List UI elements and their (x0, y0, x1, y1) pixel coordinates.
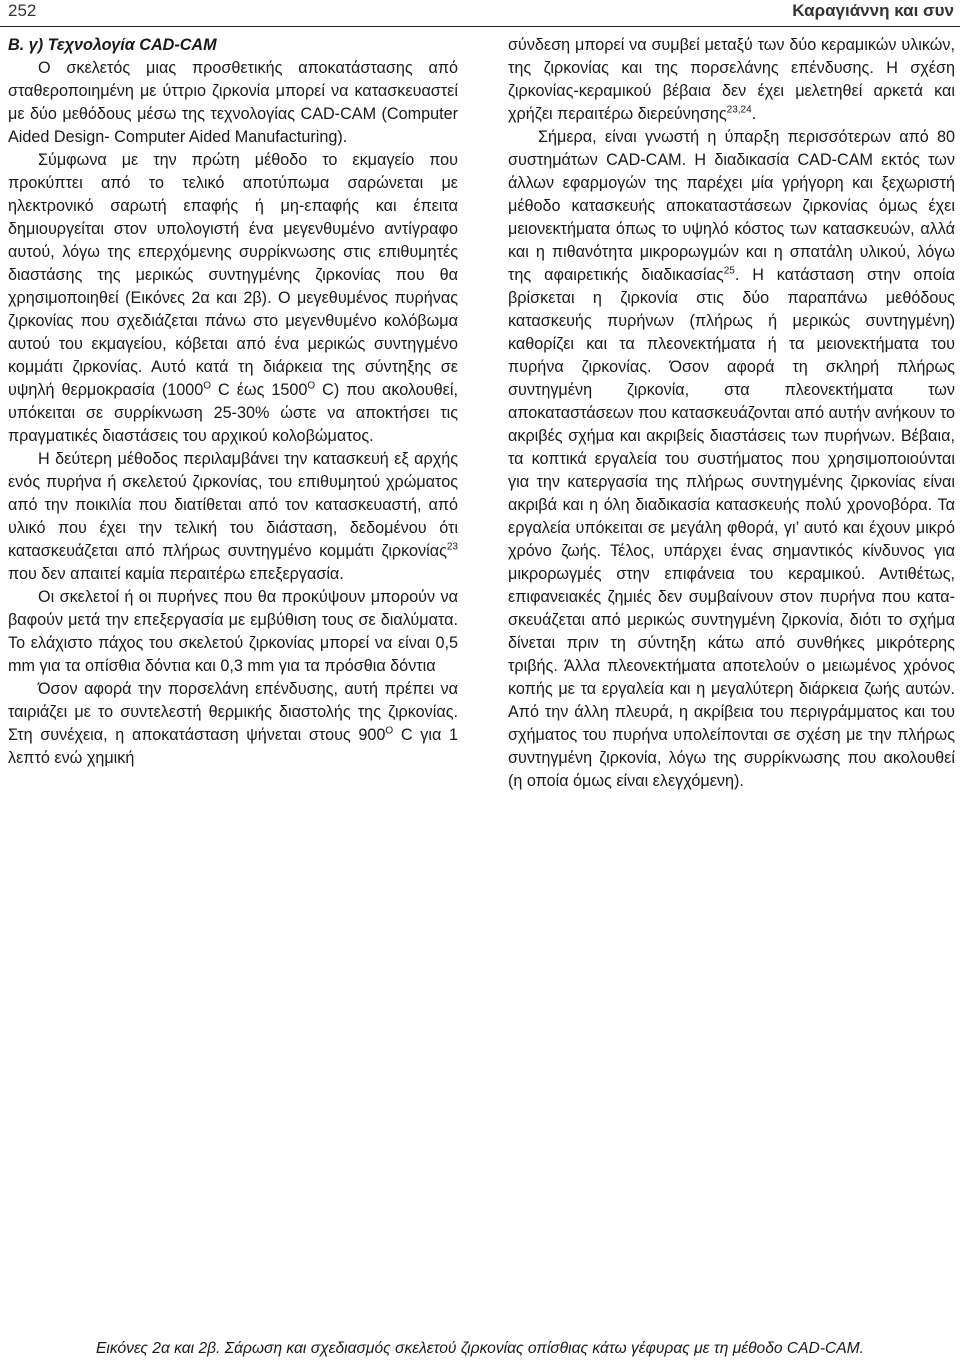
paragraph-intro: Ο σκελετός μιας προσθετικής αποκατάστασης από σταθεροποιημένη με ύττριο ζιρκονία μπορεί να κατασκευαστεί με δύο μεθόδους μέσω της τεχνολογίας CAD-CAM (Computer Aided Design- Computer Aided Manufacturing). (8, 59, 458, 146)
paragraph-systems (508, 126, 955, 793)
text-run: C) που ακολουθεί, υπόκειται σε συρρίκνωση 25-30% ώστε να αποκτήσει τις πραγματικές διαστάσεις του αρχικού κολοβώματος. (8, 381, 458, 445)
paragraph-second-method (8, 448, 458, 586)
superscript: O (203, 380, 212, 392)
text-run: C έως 1500 (211, 381, 308, 399)
text-run: σύνδεση μπορεί να συμβεί μεταξύ των δύο κεραμικών υλικών, της ζιρκονίας και της πορσελάνης επένδυσης. Η σχέση ζιρκονίας-κεραμικού βέβαια δεν έχει μελετηθεί αρκετά και χρήζει περαιτέρω διερεύνησης (508, 36, 955, 123)
superscript: O (307, 380, 316, 392)
text-run: Σύμφωνα με την πρώτη μέθοδο το εκμαγείο που προκύπτει από το τελικό αποτύπωμα σαρώνεται με ηλεκτρονικό σαρωτή επαφής ή μη-επαφής και έπειτα δημιουργείται στον υπολογιστή ένα μεγενθυμένο αντίγραφο αυτού, λόγω της επερχόμενης συρρίκνωσης στις επιθυμητές διαστάσης της μερικώς συντηγμένης ζιρκονίας που θα χρησιμοποιηθεί (Εικόνες 2α και 2β). Ο μεγεθυμένος πυρήνας ζιρκονίας που σχεδιάζεται πάνω στο μεγενθυμένο κολόβωμα αυτού του εκμαγείου, κόβεται από ένα μερικώς συντηγμένο κομμάτι ζιρκονίας. Αυτό κατά τη διάρκεια της σύντηξης σε υψηλή θερμοκρασία (1000 (8, 151, 458, 399)
section-heading: Β. γ) Τεχνολογία CAD-CAM (8, 36, 217, 54)
citation-superscript: 23 (446, 541, 458, 553)
left-column (8, 34, 458, 770)
page-header (0, 0, 960, 27)
citation-superscript: 23,24 (726, 104, 752, 116)
text-run: C για 1 λεπτό ενώ χημική (8, 726, 458, 767)
text-run: Η δεύτερη μέθοδος περιλαμβάνει την κατασκευή εξ αρχής ενός πυρήνα ή σκελετού ζιρκονίας, του επιθυμητού χρώματος από την ποικιλία που διατίθεται από τον κατασκευαστή, από υλικό που έχει την τελική του διάσταση, δεδομένου ότι κατασκευάζεται από πλήρως συντηγμένο κομμάτι ζιρκονίας (8, 450, 458, 560)
right-column (508, 34, 955, 793)
running-head: Καραγιάννη και συν (792, 1, 954, 20)
paragraph-bonding (508, 34, 955, 126)
paragraph-staining: Οι σκελετοί ή οι πυρήνες που θα προκύψουν μπορούν να βαφούν μετά την επεξεργασία με εμβύθιση τους σε διαλύματα. Το ελάχιστο πάχος του σκελετού ζιρκονίας μπορεί να είναι 0,5 mm για τα οπίσθια δόντια και 0,3 mm για τα πρόσθια δόντια (8, 588, 458, 675)
superscript: O (385, 725, 394, 737)
text-run: . Η κατάσταση στην οποία βρίσκεται η ζιρκονία στις δύο παραπάνω μεθόδους κατασκευής πυρήνων (πλήρως ή μερικώς συντηγμένη) καθορίζει και τα πλεονεκτήματα ή τα μειονεκτήματα του πυρήνα ζιρκονίας. Όσον αφορά τη σκληρή πλήρως συντηγμένη ζιρκονία, στα πλεονεκτήματα των αποκαταστάσεων που κατασκευάζονται από αυτήν ανήκουν το ακριβές σχήμα και ακριβείς διαστάσεις των πυρήνων. Βέβαια, τα κοπτικά εργαλεία του συστήματος που χρησιμοποιούνται για την κατεργασία της πλήρως συντηγμένης ζιρκονίας είναι ακριβά και η όλη διαδικασία κατασκευής πολύ χρονοβόρα. Τα εργαλεία υπόκειται σε μεγάλη φθορά, γι’ αυτό και έχουν μικρό χρόνο ζωής. Τέλος, υπάρχει ένας σημαντικός κίνδυνος για μικρορωγμές στην επιφάνεια του κεραμικού. Αντιθέτως, επιφανειακές ζημιές δεν συμβαίνουν στον πυρήνα που κατασκευάζεται από μερικώς συντηγμένη ζιρκονία, διότι το σχήμα δίνεται πριν τη σύντηξη κάτω από συνθήκες μικρότερης τριβής. Άλλα πλεονεκτήματα αποτελούν ο μειωμένος χρόνος κοπής με τα εργαλεία και η μεγαλύτερη διάρκεια ζωής αυτών. Από την άλλη πλευρά, η ακρίβεια του περιγράμματος και του σχήματος του πυρήνα υπολείπονται σε σχέση με την πλήρως συντηγμένη ζιρκονία, λόγω της συρρίκνωσης που ακολουθεί (η οποία όμως είναι ελεγχόμενη). (508, 266, 955, 790)
text-run: που δεν απαιτεί καμία περαιτέρω επεξεργασία. (8, 565, 344, 583)
text-run: Σήμερα, είναι γνωστή η ύπαρξη περισσότερων από 80 συστημάτων CAD-CAM. Η διαδικασία CAD-CAM εκτός των άλλων εφαρμογών της παρέχει μία γρήγορη και ξεχωριστή μέθοδο κατασκευής αποκαταστάσεων ζιρκονίας όμως έχει μειονεκτήματα όπως το υψηλό κόστος των κατασκευών, αλλά και η πιθανότητα μικρορωγμών και η σπατάλη υλικού, λόγω της αφαιρετικής διαδικασίας (508, 128, 955, 284)
text-run: Όσον αφορά την πορσελάνη επένδυσης, αυτή πρέπει να ταιριάζει με το συντελεστή θερμικής διαστολής της ζιρκονίας. Στη συνέχεια, η αποκατάσταση ψήνεται στους 900 (8, 680, 458, 744)
paragraph-first-method (8, 149, 458, 448)
citation-superscript: 25 (723, 265, 735, 277)
paragraph-porcelain (8, 678, 458, 770)
page-number: 252 (8, 1, 37, 20)
figure-caption: Εικόνες 2α και 2β. Σάρωση και σχεδιασμός σκελετού ζιρκονίας οπίσθιας κάτω γέφυρας με τη μέθοδο CAD-CAM. (95, 1340, 864, 1357)
text-run: . (751, 105, 757, 123)
